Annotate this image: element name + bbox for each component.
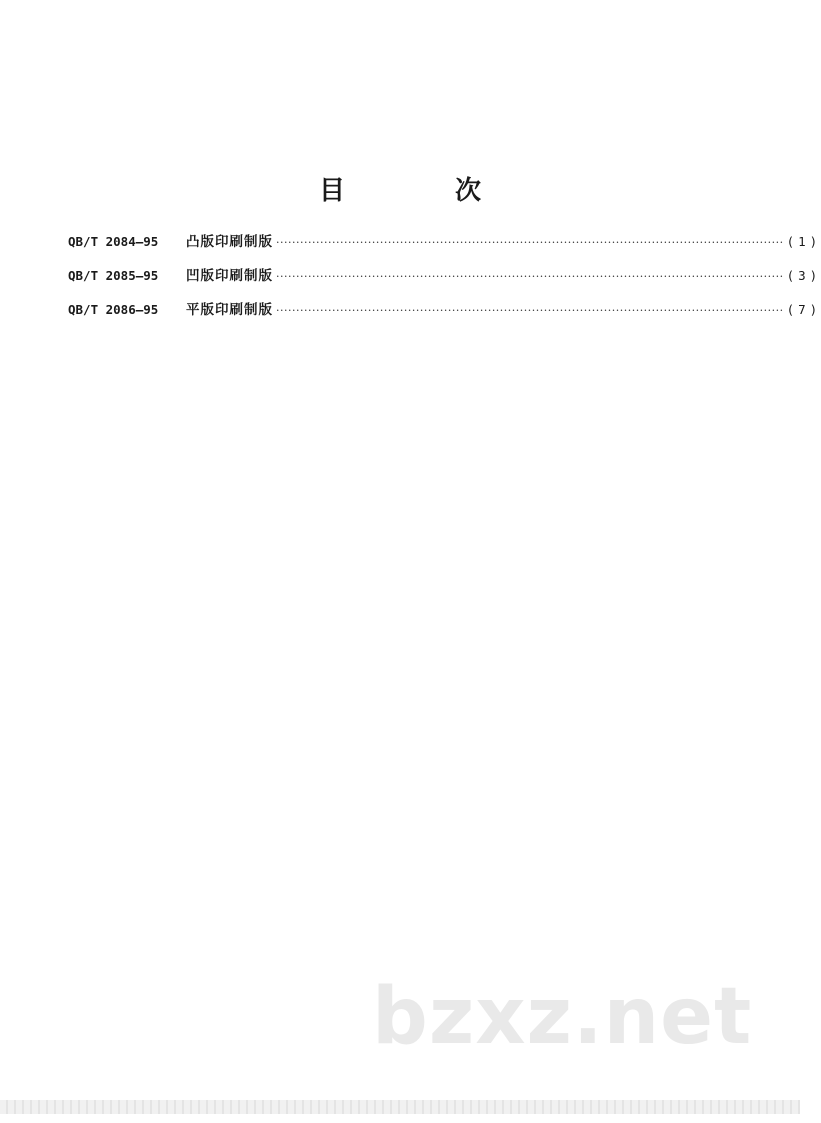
page-number: (1) xyxy=(786,234,821,249)
dot-leader: ······························································································································· xyxy=(276,304,784,317)
page-number: (3) xyxy=(786,268,821,283)
table-of-contents xyxy=(68,230,821,332)
standard-code: QB/T 2086—95 xyxy=(68,302,159,317)
standard-code: QB/T 2084—95 xyxy=(68,234,159,249)
toc-entry[interactable] xyxy=(68,264,821,298)
dot-leader: ······························································································································· xyxy=(276,236,784,249)
dot-leader: ······························································································································· xyxy=(276,270,784,283)
toc-entry[interactable] xyxy=(68,298,821,332)
standard-code: QB/T 2085—95 xyxy=(68,268,159,283)
entry-title: 平版印刷制版 xyxy=(186,302,273,318)
toc-entry[interactable] xyxy=(68,230,821,264)
entry-title: 凸版印刷制版 xyxy=(186,234,273,250)
page-title: 目 次 xyxy=(318,176,523,206)
watermark: bzxz.net xyxy=(372,972,753,1062)
entry-title: 凹版印刷制版 xyxy=(186,268,273,284)
page-number: (7) xyxy=(786,302,821,317)
scan-edge xyxy=(0,1100,800,1114)
